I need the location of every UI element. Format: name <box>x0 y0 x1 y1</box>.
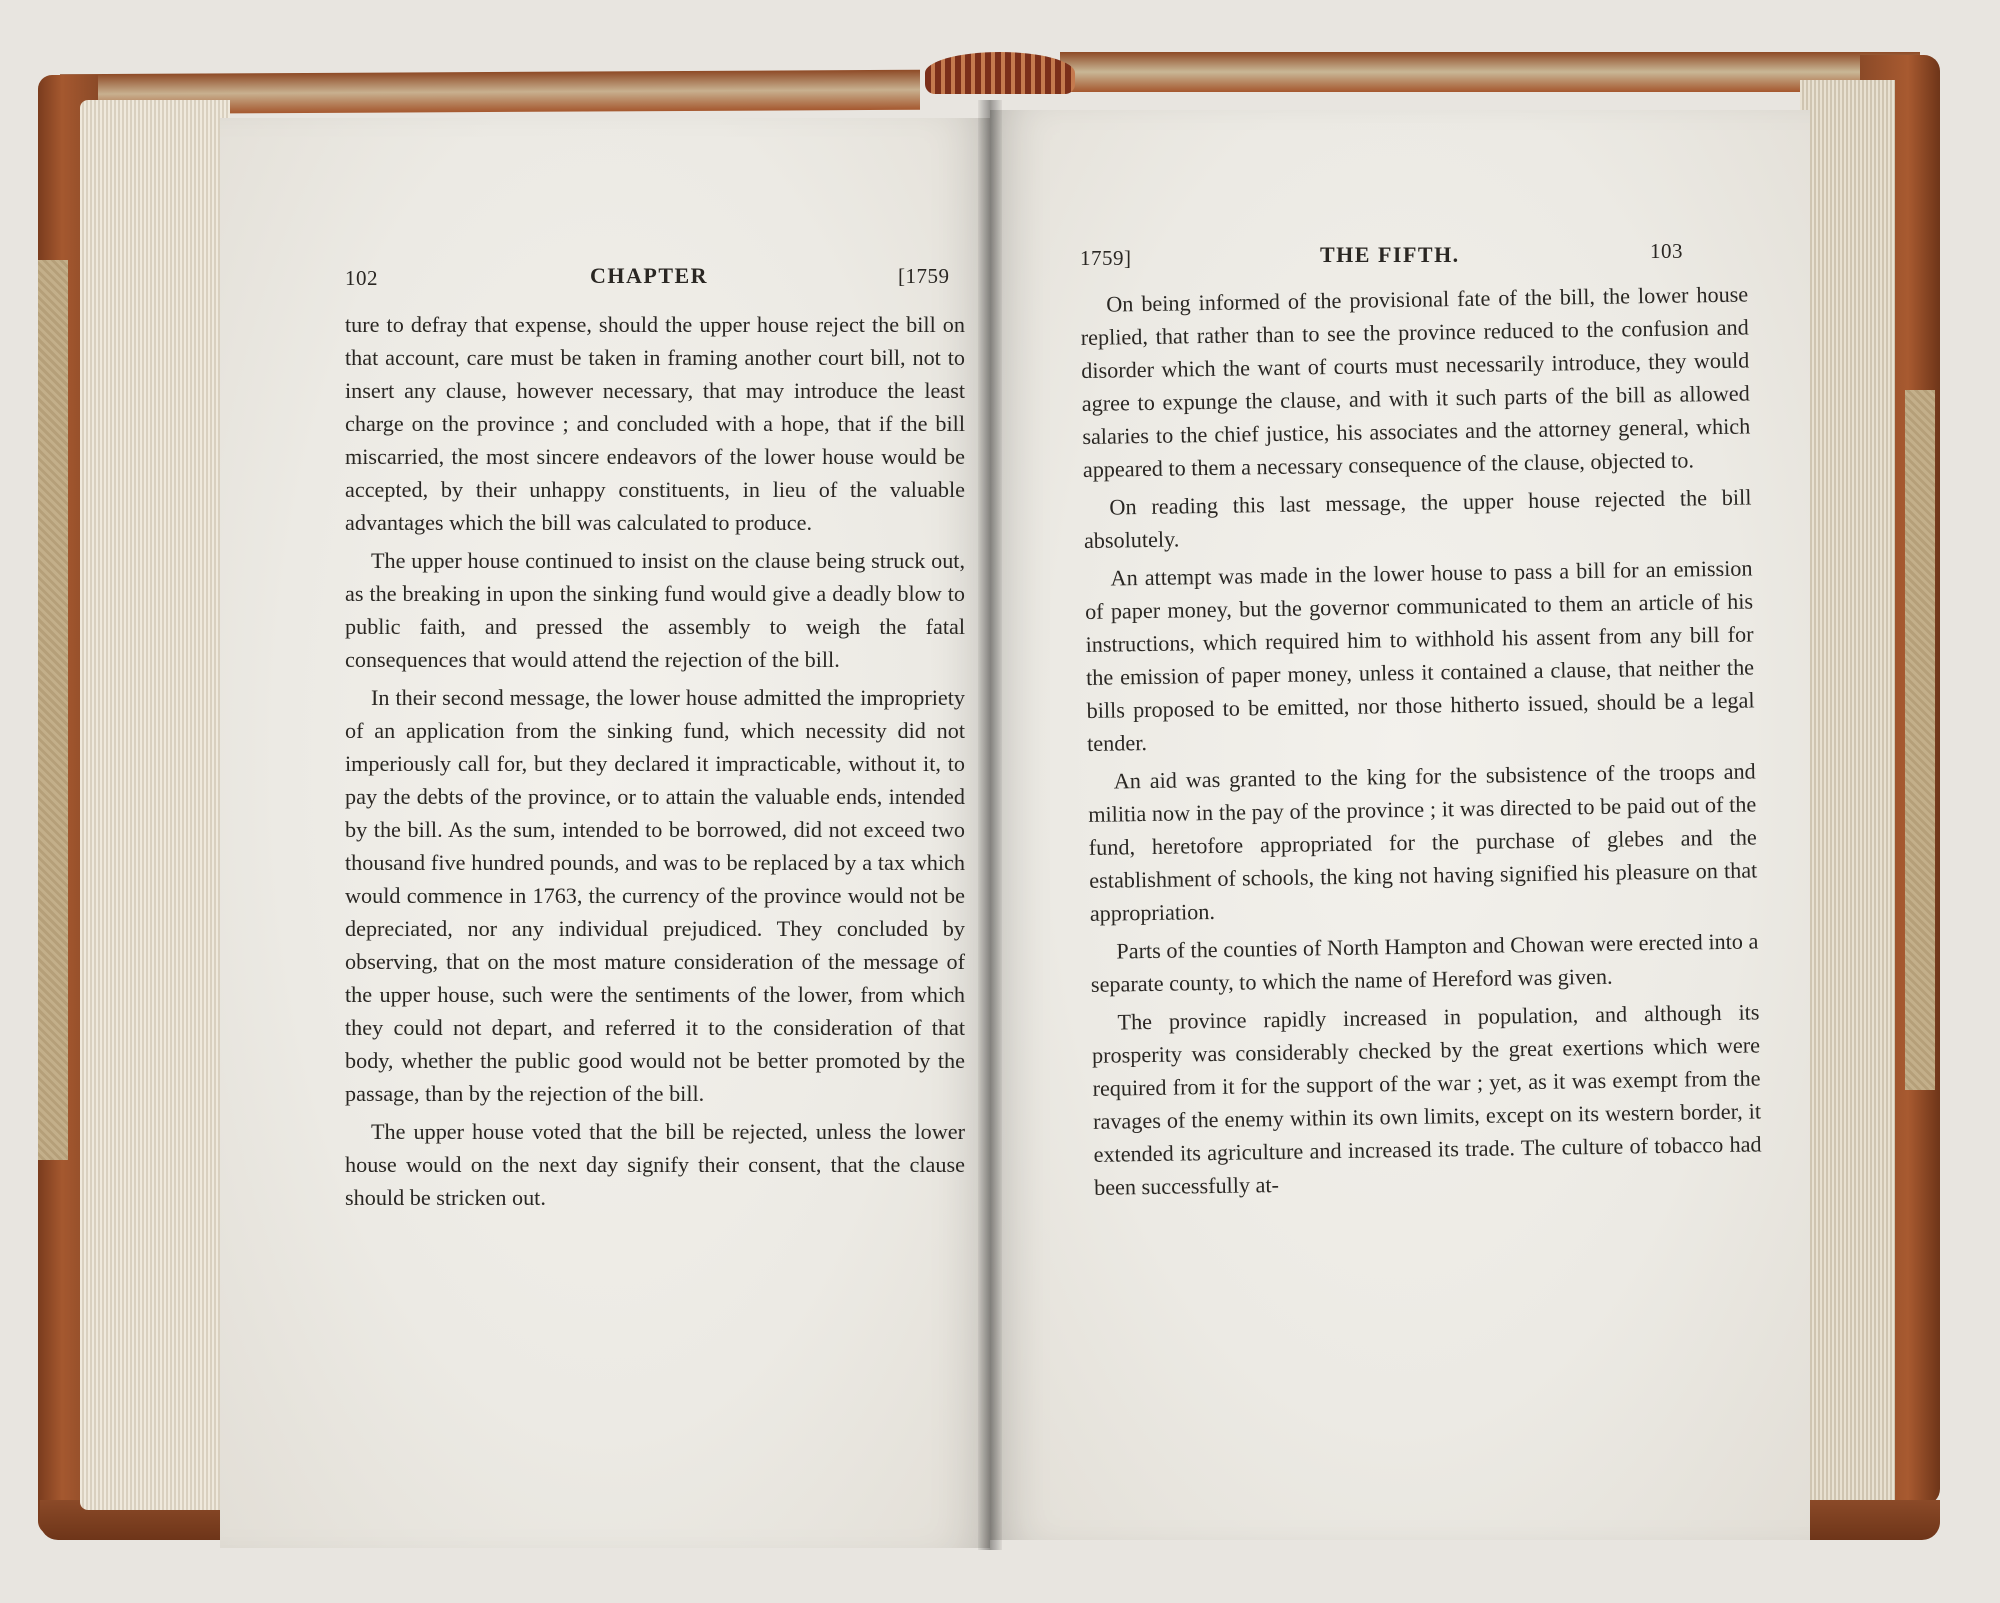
page-edges-right <box>1800 80 1895 1500</box>
left-page-body <box>345 308 965 1219</box>
paragraph: ture to defray that expense, should the upper house reject the bill on that account, care must be taken in framing another court bill, not to insert any clause, however necessary, that may introduce the least charge on the province ; and concluded with a hope, that if the bill miscarried, the most sincere endeavors of the lower house would be accepted, by their unhappy constituents, in lieu of the valuable advantages which the bill was calculated to produce. <box>345 312 965 535</box>
cover-top-right <box>1060 52 1920 92</box>
book-gutter <box>978 100 1002 1550</box>
right-page <box>990 110 1810 1540</box>
right-page-body <box>1080 278 1762 1209</box>
paragraph: Parts of the counties of North Hampton and Chowan were erected into a separate county, to which the name of Hereford was given. <box>1090 928 1759 997</box>
right-year-mark: 1759] <box>1080 246 1132 270</box>
cloth-binding-left <box>38 260 68 1160</box>
cloth-binding-right <box>1905 390 1935 1090</box>
paragraph: The province rapidly increased in population, and although its prosperity was considerably checked by the great exertions which were required from it for the support of the war ; yet, as it was exempt from the ravages of the enemy within its own limits, except on its western border, it extended its agriculture and increased its trade. The culture of tobacco had been successfully at- <box>1091 999 1762 1200</box>
right-running-title: THE FIFTH. <box>1320 242 1460 267</box>
page-edges-left <box>80 100 230 1510</box>
paragraph: The upper house voted that the bill be rejected, unless the lower house would on the next day signify their consent, that the clause should be stricken out. <box>345 1119 965 1210</box>
left-page <box>220 118 990 1548</box>
paragraph: The upper house continued to insist on the clause being struck out, as the breaking in upon the sinking fund would give a deadly blow to public faith, and pressed the assembly to weigh the fatal consequences that would attend the rejection of the bill. <box>345 548 965 672</box>
left-page-number: 102 <box>345 266 378 290</box>
paragraph: An attempt was made in the lower house to pass a bill for an emission of paper money, but the governor communicated to them an article of his instructions, which required him to withhold his assent from any bill for the emission of paper money, unless it contained a clause, that neither the bills proposed to be emitted, nor those hitherto issued, should be a legal tender. <box>1084 555 1755 756</box>
left-running-title: CHAPTER <box>590 263 709 288</box>
right-page-number: 103 <box>1650 239 1683 263</box>
paragraph: On reading this last message, the upper house rejected the bill absolutely. <box>1083 484 1752 553</box>
left-year-mark: [1759 <box>898 264 950 288</box>
paragraph: An aid was granted to the king for the subsistence of the troops and militia now in the pay of the province ; it was directed to be paid out of the fund, heretofore appropriated for the purchase of glebes and the establishment of schools, the king not having signified his pleasure on that appropriation. <box>1088 758 1758 926</box>
paragraph: In their second message, the lower house admitted the impropriety of an application from the sinking fund, which necessity did not imperiously call for, but they declared it impracticable, without it, to pay the debts of the province, or to attain the valuable ends, intended by the bill. As the sum, intended to be borrowed, did not exceed two thousand five hundred pounds, and was to be replaced by a tax which would commence in 1763, the currency of the province would not be depreciated, nor any individual prejudiced. They concluded by observing, that on the most mature consideration of the message of the upper house, such were the sentiments of the lower, from which they could not depart, and referred it to the consideration of that body, whether the public good would not be better promoted by the passage, than by the rejection of the bill. <box>345 685 965 1106</box>
spine-headband <box>925 52 1075 94</box>
paragraph: On being informed of the provisional fate of the bill, the lower house replied, that rather than to see the province reduced to the confusion and disorder which the want of courts must necessarily introduce, they would agree to expunge the clause, and with it such parts of the bill as allowed salaries to the chief justice, his associates and the attorney general, which appeared to them a necessary consequence of the clause, objected to. <box>1080 281 1751 482</box>
